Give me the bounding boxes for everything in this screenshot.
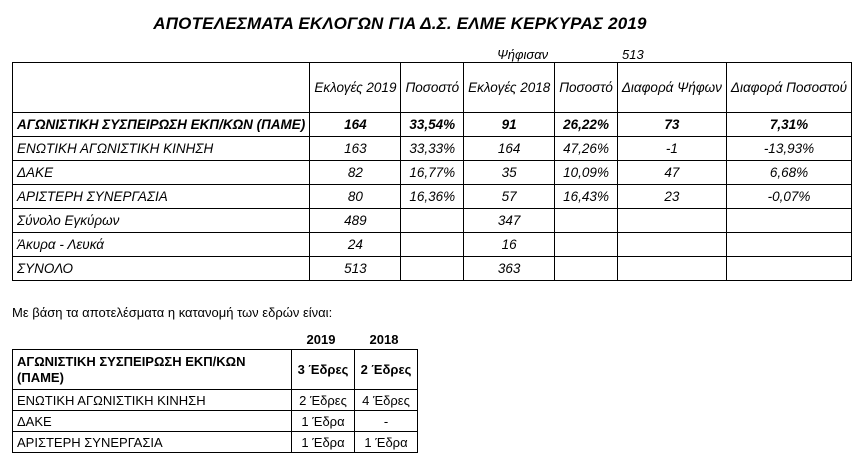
table-cell: 16,36% bbox=[401, 185, 464, 209]
party-name: ΕΝΩΤΙΚΗ ΑΓΩΝΙΣΤΙΚΗ ΚΙΝΗΣΗ bbox=[13, 137, 310, 161]
table-cell: 47 bbox=[617, 161, 726, 185]
table-cell bbox=[555, 233, 618, 257]
table-cell: 35 bbox=[464, 161, 555, 185]
table-cell: 163 bbox=[310, 137, 401, 161]
table-cell: 23 bbox=[617, 185, 726, 209]
table-row bbox=[13, 113, 852, 137]
party-name: ΑΡΙΣΤΕΡΗ ΣΥΝΕΡΓΑΣΙΑ bbox=[13, 432, 292, 453]
table-cell: 47,26% bbox=[555, 137, 618, 161]
table-cell: 513 bbox=[310, 257, 401, 281]
table-cell: 26,22% bbox=[555, 113, 618, 137]
header-cell-party bbox=[13, 63, 310, 113]
party-name: ΔΑΚΕ bbox=[13, 161, 310, 185]
table-cell: 3 Έδρες bbox=[292, 350, 355, 390]
seats-note: Με βάση τα αποτελέσματα η κατανομή των εδρών είναι: bbox=[12, 305, 333, 320]
table-cell bbox=[401, 233, 464, 257]
party-name: ΑΓΩΝΙΣΤΙΚΗ ΣΥΣΠΕΙΡΩΣΗ ΕΚΠ/ΚΩΝ (ΠΑΜΕ) bbox=[13, 350, 292, 390]
table-cell: -0,07% bbox=[726, 185, 851, 209]
table-cell: 363 bbox=[464, 257, 555, 281]
seats-table bbox=[12, 349, 418, 453]
table-cell: 1 Έδρα bbox=[292, 432, 355, 453]
table-cell: 2 Έδρες bbox=[355, 350, 418, 390]
table-cell: 347 bbox=[464, 209, 555, 233]
table-cell: 80 bbox=[310, 185, 401, 209]
table-cell: 1 Έδρα bbox=[355, 432, 418, 453]
table-cell: 16,77% bbox=[401, 161, 464, 185]
table-cell: 7,31% bbox=[726, 113, 851, 137]
party-name: ΑΓΩΝΙΣΤΙΚΗ ΣΥΣΠΕΙΡΩΣΗ ΕΚΠ/ΚΩΝ (ΠΑΜΕ) bbox=[13, 113, 310, 137]
table-cell bbox=[617, 209, 726, 233]
party-name: ΔΑΚΕ bbox=[13, 411, 292, 432]
table-cell bbox=[617, 233, 726, 257]
voted-value: 513 bbox=[622, 47, 644, 62]
table-cell bbox=[401, 209, 464, 233]
table-cell: 489 bbox=[310, 209, 401, 233]
table-cell: 164 bbox=[310, 113, 401, 137]
table-cell: 4 Έδρες bbox=[355, 390, 418, 411]
table-cell bbox=[726, 233, 851, 257]
table-cell: 91 bbox=[464, 113, 555, 137]
header-cell-pct-2018: Ποσοστό bbox=[555, 63, 618, 113]
header-cell-votes-2018: Εκλογές 2018 bbox=[464, 63, 555, 113]
seats-year-2019: 2019 bbox=[306, 332, 336, 347]
table-cell: 164 bbox=[464, 137, 555, 161]
header-cell-pct-diff: Διαφορά Ποσοστού bbox=[726, 63, 851, 113]
party-name: ΑΡΙΣΤΕΡΗ ΣΥΝΕΡΓΑΣΙΑ bbox=[13, 185, 310, 209]
table-row bbox=[13, 161, 852, 185]
table-cell bbox=[555, 209, 618, 233]
table-row bbox=[13, 257, 852, 281]
table-cell: - bbox=[355, 411, 418, 432]
table-cell: 33,33% bbox=[401, 137, 464, 161]
table-cell: 33,54% bbox=[401, 113, 464, 137]
row-label: Σύνολο Εγκύρων bbox=[13, 209, 310, 233]
table-cell: 82 bbox=[310, 161, 401, 185]
results-header-row bbox=[13, 63, 852, 113]
row-label: Άκυρα - Λευκά bbox=[13, 233, 310, 257]
header-cell-votes-2019: Εκλογές 2019 bbox=[310, 63, 401, 113]
table-cell: 10,09% bbox=[555, 161, 618, 185]
table-row bbox=[13, 209, 852, 233]
table-cell bbox=[726, 209, 851, 233]
table-row bbox=[13, 233, 852, 257]
table-cell: 2 Έδρες bbox=[292, 390, 355, 411]
header-cell-vote-diff: Διαφορά Ψήφων bbox=[617, 63, 726, 113]
table-cell: 1 Έδρα bbox=[292, 411, 355, 432]
table-row bbox=[13, 432, 418, 453]
table-cell: 16 bbox=[464, 233, 555, 257]
table-row bbox=[13, 350, 418, 390]
table-cell: -13,93% bbox=[726, 137, 851, 161]
table-cell: 6,68% bbox=[726, 161, 851, 185]
table-cell bbox=[726, 257, 851, 281]
page-title: ΑΠΟΤΕΛΕΣΜΑΤΑ ΕΚΛΟΓΩΝ ΓΙΑ Δ.Σ. ΕΛΜΕ ΚΕΡΚΥΡΑΣ 2019 bbox=[153, 14, 647, 33]
header-cell-pct-2019: Ποσοστό bbox=[401, 63, 464, 113]
table-cell: -1 bbox=[617, 137, 726, 161]
table-cell bbox=[401, 257, 464, 281]
table-cell bbox=[555, 257, 618, 281]
results-table bbox=[12, 62, 852, 281]
table-row bbox=[13, 411, 418, 432]
table-row bbox=[13, 185, 852, 209]
table-cell: 24 bbox=[310, 233, 401, 257]
row-label: ΣΥΝΟΛΟ bbox=[13, 257, 310, 281]
table-cell bbox=[617, 257, 726, 281]
table-cell: 57 bbox=[464, 185, 555, 209]
party-name: ΕΝΩΤΙΚΗ ΑΓΩΝΙΣΤΙΚΗ ΚΙΝΗΣΗ bbox=[13, 390, 292, 411]
voted-label: Ψήφισαν bbox=[497, 47, 549, 62]
table-cell: 16,43% bbox=[555, 185, 618, 209]
table-row bbox=[13, 137, 852, 161]
table-cell: 73 bbox=[617, 113, 726, 137]
seats-year-2018: 2018 bbox=[369, 332, 399, 347]
table-row bbox=[13, 390, 418, 411]
